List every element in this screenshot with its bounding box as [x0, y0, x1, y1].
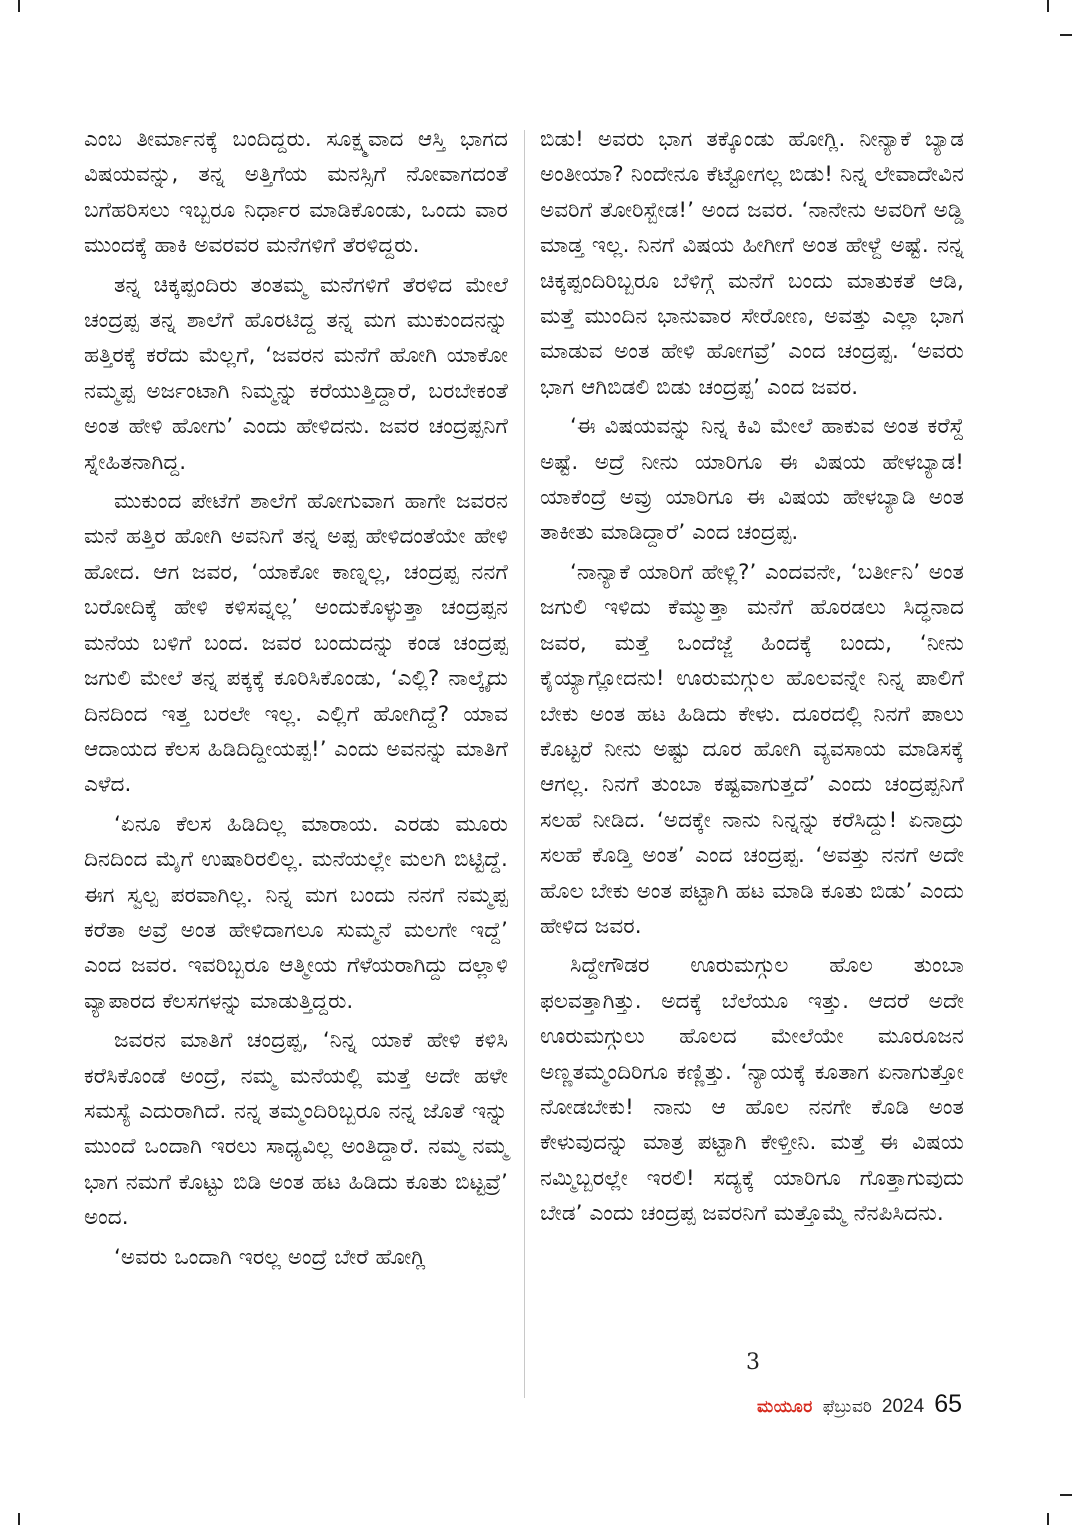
paragraph: ‘ನಾನ್ಯಾಕೆ ಯಾರಿಗೆ ಹೇಳ್ಲಿ?’ ಎಂದವನೇ, ‘ಬರ್ತೀನಿ’ ಅಂತ ಜಗುಲಿ ಇಳಿದು ಕೆಮ್ಮುತ್ತಾ ಮನೆಗೆ ಹೊರಡಲು ಸಿದ್ಧನಾದ ಜವರ, ಮತ್ತೆ ಒಂದೆಜ್ಜೆ ಹಿಂದಕ್ಕೆ ಬಂದು, ‘ನೀನು ಕೈಯ್ಯಾಗ್ಲೋದನು! ಊರುಮಗ್ಗುಲ ಹೊಲವನ್ನೇ ನಿನ್ನ ಪಾಲಿಗೆ ಬೇಕು ಅಂತ ಹಟ ಹಿಡಿದು ಕೇಳು. ದೂರದಲ್ಲಿ ನಿನಗೆ ಪಾಲು ಕೊಟ್ಟರೆ ನೀನು ಅಷ್ಟು ದೂರ ಹೋಗಿ ವ್ಯವಸಾಯ ಮಾಡಿಸಕ್ಕೆ ಆಗಲ್ಲ. ನಿನಗೆ ತುಂಬಾ ಕಷ್ಟವಾಗುತ್ತದೆ’ ಎಂದು ಚಂದ್ರಪ್ಪನಿಗೆ ಸಲಹೆ ನೀಡಿದ. ‘ಅದಕ್ಕೇ ನಾನು ನಿನ್ನನ್ನು ಕರೆಸಿದ್ದು! ಏನಾದ್ರು ಸಲಹೆ ಕೊಡ್ತಿ ಅಂತ’ ಎಂದ ಚಂದ್ರಪ್ಪ. ‘ಅವತ್ತು ನನಗೆ ಅದೇ ಹೊಲ ಬೇಕು ಅಂತ ಪಟ್ಟಾಗಿ ಹಟ ಮಾಡಿ ಕೂತು ಬಿಡು’ ಎಂದು ಹೇಳಿದ ಜವರ. [540, 559, 964, 939]
paragraph: ‘ಈ ವಿಷಯವನ್ನು ನಿನ್ನ ಕಿವಿ ಮೇಲೆ ಹಾಕುವ ಅಂತ ಕರೆಸ್ದೆ ಅಷ್ಟೆ. ಅದ್ರೆ ನೀನು ಯಾರಿಗೂ ಈ ವಿಷಯ ಹೇಳಬ್ಯಾಡ! ಯಾಕೆಂದ್ರೆ ಅವ್ರು ಯಾರಿಗೂ ಈ ವಿಷಯ ಹೇಳಬ್ಯಾಡಿ ಅಂತ ತಾಕೀತು ಮಾಡಿದ್ದಾರೆ’ ಎಂದ ಚಂದ್ರಪ್ಪ. [540, 414, 964, 546]
magazine-logo: ಮಯೂರ [757, 1397, 813, 1417]
page-number: 65 [934, 1390, 962, 1418]
paragraph: ಜವರನ ಮಾತಿಗೆ ಚಂದ್ರಪ್ಪ, ‘ನಿನ್ನ ಯಾಕೆ ಹೇಳಿ ಕಳಿಸಿ ಕರೆಸಿಕೊಂಡೆ ಅಂದ್ರೆ, ನಮ್ಮ ಮನೆಯಲ್ಲಿ ಮತ್ತೆ ಅದೇ ಹಳೇ ಸಮಸ್ಯೆ ಎದುರಾಗಿದೆ. ನನ್ನ ತಮ್ಮಂದಿರಿಬ್ಬರೂ ನನ್ನ ಜೊತೆ ಇನ್ನು ಮುಂದೆ ಒಂದಾಗಿ ಇರಲು ಸಾಧ್ಯವಿಲ್ಲ ಅಂತಿದ್ದಾರೆ. ನಮ್ಮ ನಮ್ಮ ಭಾಗ ನಮಗೆ ಕೊಟ್ಟು ಬಿಡಿ ಅಂತ ಹಟ ಹಿಡಿದು ಕೂತು ಬಿಟ್ಟವ್ರೆ’ ಅಂದ. [84, 1028, 508, 1231]
right-text-column [540, 122, 964, 1236]
crop-mark-bottom-right-tick [1060, 1494, 1072, 1496]
column-divider [524, 130, 525, 1398]
crop-mark-bottom-left [18, 1513, 20, 1525]
crop-mark-bottom-right [1047, 1513, 1049, 1525]
paragraph: ‘ಅವರು ಒಂದಾಗಿ ಇರಲ್ಲ ಅಂದ್ರೆ ಬೇರೆ ಹೋಗ್ಲಿ [114, 1244, 426, 1270]
paragraph: ತನ್ನ ಚಿಕ್ಕಪ್ಪಂದಿರು ತಂತಮ್ಮ ಮನೆಗಳಿಗೆ ತೆರಳಿದ ಮೇಲೆ ಚಂದ್ರಪ್ಪ ತನ್ನ ಶಾಲೆಗೆ ಹೊರಟಿದ್ದ ತನ್ನ ಮಗ ಮುಕುಂದನನ್ನು ಹತ್ತಿರಕ್ಕೆ ಕರೆದು ಮೆಲ್ಲಗೆ, ‘ಜವರನ ಮನೆಗೆ ಹೋಗಿ ಯಾಕೋ ನಮ್ಮಪ್ಪ ಅರ್ಜಂಟಾಗಿ ನಿಮ್ಮನ್ನು ಕರೆಯುತ್ತಿದ್ದಾರೆ, ಬರಬೇಕಂತೆ ಅಂತ ಹೇಳಿ ಹೋಗು’ ಎಂದು ಹೇಳಿದನು. ಜವರ ಚಂದ್ರಪ್ಪನಿಗೆ ಸ್ನೇಹಿತನಾಗಿದ್ದ. [84, 272, 508, 475]
paragraph: ಮುಕುಂದ ಪೇಟೆಗೆ ಶಾಲೆಗೆ ಹೋಗುವಾಗ ಹಾಗೇ ಜವರನ ಮನೆ ಹತ್ತಿರ ಹೋಗಿ ಅವನಿಗೆ ತನ್ನ ಅಪ್ಪ ಹೇಳಿದಂತೆಯೇ ಹೇಳಿ ಹೋದ. ಆಗ ಜವರ, ‘ಯಾಕೋ ಕಾಣ್ನಲ್ಲ, ಚಂದ್ರಪ್ಪ ನನಗೆ ಬರೋದಿಕ್ಕೆ ಹೇಳಿ ಕಳಿಸವ್ನಲ್ಲ’ ಅಂದುಕೊಳ್ಳುತ್ತಾ ಚಂದ್ರಪ್ಪನ ಮನೆಯ ಬಳಿಗೆ ಬಂದ. ಜವರ ಬಂದುದನ್ನು ಕಂಡ ಚಂದ್ರಪ್ಪ ಜಗುಲಿ ಮೇಲೆ ತನ್ನ ಪಕ್ಕಕ್ಕೆ ಕೂರಿಸಿಕೊಂಡು, ‘ಎಲ್ಲಿ? ನಾಲ್ಕೈದು ದಿನದಿಂದ ಇತ್ತ ಬರಲೇ ಇಲ್ಲ. ಎಲ್ಲಿಗೆ ಹೋಗಿದ್ದೆ? ಯಾವ ಆದಾಯದ ಕೆಲಸ ಹಿಡಿದಿದ್ದೀಯಪ್ಪ!’ ಎಂದು ಅವನನ್ನು ಮಾತಿಗೆ ಎಳೆದ. [84, 489, 508, 798]
paragraph: ಎಂಬ ತೀರ್ಮಾನಕ್ಕೆ ಬಂದಿದ್ದರು. ಸೂಕ್ಷ್ಮವಾದ ಆಸ್ತಿ ಭಾಗದ ವಿಷಯವನ್ನು, ತನ್ನ ಅತ್ತಿಗೆಯ ಮನಸ್ಸಿಗೆ ನೋವಾಗದಂತೆ ಬಗೆಹರಿಸಲು ಇಬ್ಬರೂ ನಿರ್ಧಾರ ಮಾಡಿಕೊಂಡು, ಒಂದು ವಾರ ಮುಂದಕ್ಕೆ ಹಾಕಿ ಅವರವರ ಮನೆಗಳಿಗೆ ತೆರಳಿದ್ದರು. [84, 127, 508, 259]
left-text-column [84, 122, 508, 1279]
page-footer [757, 1390, 962, 1419]
paragraph: ‘ಏನೂ ಕೆಲಸ ಹಿಡಿದಿಲ್ಲ ಮಾರಾಯ. ಎರಡು ಮೂರು ದಿನದಿಂದ ಮೈಗೆ ಉಷಾರಿರಲಿಲ್ಲ. ಮನೆಯಲ್ಲೇ ಮಲಗಿ ಬಿಟ್ಟಿದ್ದೆ. ಈಗ ಸ್ವಲ್ಪ ಪರವಾಗಿಲ್ಲ. ನಿನ್ನ ಮಗ ಬಂದು ನನಗೆ ನಮ್ಮಪ್ಪ ಕರೆತಾ ಅವ್ರೆ ಅಂತ ಹೇಳಿದಾಗಲೂ ಸುಮ್ಮನೆ ಮಲಗೇ ಇದ್ದೆ’ ಎಂದ ಜವರ. ಇವರಿಬ್ಬರೂ ಆತ್ಮೀಯ ಗೆಳೆಯರಾಗಿದ್ದು ದಲ್ಲಾಳಿ ವ್ಯಾಪಾರದ ಕೆಲಸಗಳನ್ನು ಮಾಡುತ್ತಿದ್ದರು. [84, 811, 508, 1014]
paragraph: ಸಿದ್ದೇಗೌಡರ ಊರುಮಗ್ಗುಲ ಹೊಲ ತುಂಬಾ ಫಲವತ್ತಾಗಿತ್ತು. ಅದಕ್ಕೆ ಬೆಲೆಯೂ ಇತ್ತು. ಆದರೆ ಅದೇ ಊರುಮಗ್ಗುಲು ಹೊಲದ ಮೇಲೆಯೇ ಮೂರೂಜನ ಅಣ್ಣತಮ್ಮಂದಿರಿಗೂ ಕಣ್ಣಿತ್ತು. ‘ನ್ಯಾಯಕ್ಕೆ ಕೂತಾಗ ಏನಾಗುತ್ತೋ ನೋಡಬೇಕು! ನಾನು ಆ ಹೊಲ ನನಗೇ ಕೊಡಿ ಅಂತ ಕೇಳುವುದನ್ನು ಮಾತ್ರ ಪಟ್ಟಾಗಿ ಕೇಳ್ತೀನಿ. ಮತ್ತೆ ಈ ವಿಷಯ ನಮ್ಮಿಬ್ಬರಲ್ಲೇ ಇರಲಿ! ಸದ್ಯಕ್ಕೆ ಯಾರಿಗೂ ಗೊತ್ತಾಗುವುದು ಬೇಡ’ ಎಂದು ಚಂದ್ರಪ್ಪ ಜವರನಿಗೆ ಮತ್ತೊಮ್ಮೆ ನೆನಪಿಸಿದನು. [540, 953, 964, 1227]
crop-mark-top-left [18, 0, 20, 12]
crop-mark-top-right [1047, 0, 1049, 12]
issue-month: ಫೆಬ್ರುವರಿ [822, 1397, 872, 1417]
issue-year: 2024 [881, 1396, 925, 1417]
story-part-number: 3 [746, 1350, 760, 1375]
paragraph: ಬಿಡು! ಅವರು ಭಾಗ ತಕ್ಕೊಂಡು ಹೋಗ್ಲಿ. ನೀನ್ಯಾಕೆ ಬ್ಯಾಡ ಅಂತೀಯಾ? ನಿಂದೇನೂ ಕೆಟ್ಟೋಗಲ್ಲ ಬಿಡು! ನಿನ್ನ ಲೇವಾದೇವಿನ ಅವರಿಗೆ ತೋರಿಸ್ಬೇಡ!’ ಅಂದ ಜವರ. ‘ನಾನೇನು ಅವರಿಗೆ ಅಡ್ಡಿ ಮಾಡ್ತ ಇಲ್ಲ. ನಿನಗೆ ವಿಷಯ ಹೀಗೀಗೆ ಅಂತ ಹೇಳ್ದೆ ಅಷ್ಟೆ. ನನ್ನ ಚಿಕ್ಕಪ್ಪಂದಿರಿಬ್ಬರೂ ಬೆಳಿಗ್ಗೆ ಮನೆಗೆ ಬಂದು ಮಾತುಕತೆ ಆಡಿ, ಮತ್ತೆ ಮುಂದಿನ ಭಾನುವಾರ ಸೇರೋಣ, ಅವತ್ತು ಎಲ್ಲಾ ಭಾಗ ಮಾಡುವ ಅಂತ ಹೇಳಿ ಹೋಗವ್ರೆ’ ಎಂದ ಚಂದ್ರಪ್ಪ. ‘ಅವರು ಭಾಗ ಆಗಿಬಿಡಲಿ ಬಿಡು ಚಂದ್ರಪ್ಪ’ ಎಂದ ಜವರ. [540, 127, 964, 400]
crop-mark-top-right-tick [1060, 34, 1072, 36]
